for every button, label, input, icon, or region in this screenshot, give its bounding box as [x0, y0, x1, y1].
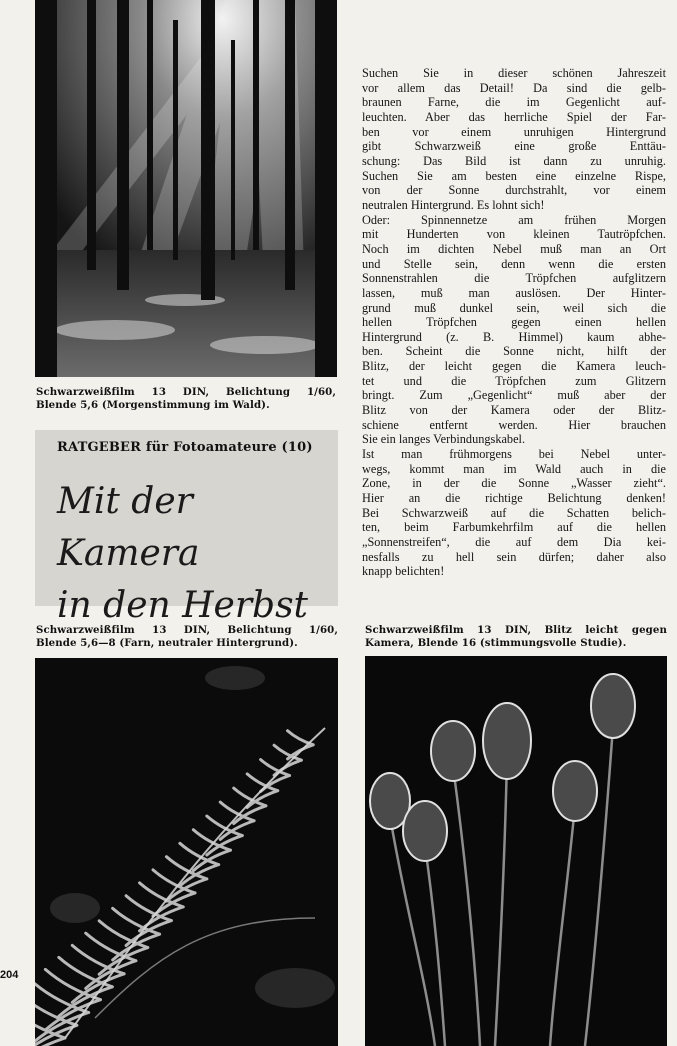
body-line: und Stelle sein, denn wenn die ersten	[362, 256, 666, 271]
body-line: braunen Farne, die im Gegenlicht auf-	[362, 95, 666, 110]
body-line: ten, beim Farbumkehrfilm auf die hellen	[362, 520, 666, 535]
body-line: Noch im dichten Nebel muß man an Ort	[362, 241, 666, 256]
body-line: grund muß dunkel sein, weil sich die	[362, 300, 666, 315]
page-number: 204	[0, 969, 19, 981]
body-line: Suchen Sie in dieser schönen Jahreszeit	[362, 66, 666, 80]
body-line: „Sonnenstreifen“, die auf dem Dia kei-	[362, 535, 666, 549]
caption-line: Blende 5,6—8 (Farn, neutraler Hintergrund).	[36, 636, 298, 649]
teasel-head	[403, 801, 447, 861]
headline-line: in den Herbst	[57, 585, 309, 626]
body-line: neutralen Hintergrund. Es lohnt sich!	[362, 197, 545, 212]
body-line: Ist man frühmorgens bei Nebel unter-	[362, 447, 666, 462]
body-line: knapp belichten!	[362, 564, 445, 579]
body-line: ben. Scheint die Sonne nicht, hilft der	[362, 344, 666, 359]
teasel-head	[431, 721, 475, 781]
body-line: bringt. Zum „Gegenlicht“ muß aber der	[362, 388, 666, 403]
article-headline	[57, 476, 338, 632]
body-line: tet und die Tröpfchen zum Glitzern	[362, 373, 666, 388]
article-body	[362, 66, 666, 579]
body-line: schiene entfernt werden. Hier brauchen	[362, 417, 666, 432]
teasel-photo	[365, 656, 667, 1046]
body-line: lassen, muß man auslösen. Der Hinter-	[362, 285, 666, 300]
article-title-box	[35, 430, 338, 626]
body-line: Sie ein langes Verbindungskabel.	[362, 432, 526, 447]
body-line: gibt Schwarzweiß eine große Enttäu-	[362, 139, 666, 154]
body-line: von der Sonne durchstrahlt, vor einem	[362, 183, 666, 198]
body-line: schung: Das Bild ist dann zu unruhig.	[362, 153, 666, 168]
forest-photo-caption	[36, 386, 336, 411]
body-line: Zone, in der die Sonne „Wasser zieht“.	[362, 476, 666, 491]
teasel-photo-caption	[365, 624, 667, 649]
body-line: leuchten. Aber das herrliche Spiel der Far-	[362, 109, 666, 124]
body-line: Blitz von der Kamera oder der Blitz-	[362, 403, 666, 418]
teasel-head	[483, 703, 531, 779]
series-label: RATGEBER für Fotoamateure (10)	[57, 440, 313, 455]
body-line: Blitz, der leicht gegen die Kamera leuch-	[362, 359, 666, 374]
fern-photo-caption	[36, 624, 338, 649]
caption-line: Kamera, Blende 16 (stimmungsvolle Studie).	[365, 636, 627, 649]
teasel-head	[553, 761, 597, 821]
body-line: hellen Tröpfchen gegen einen hellen	[362, 315, 666, 330]
body-line: ben vor einem unruhigen Hintergrund	[362, 124, 666, 139]
fern-photo	[35, 658, 338, 1046]
body-line: nesfalls zu hell sein dürfen; daher also	[362, 549, 666, 564]
body-line: mit Hunderten von kleinen Tautröpfchen.	[362, 227, 666, 242]
body-line: Bei Schwarzweiß auf die Schatten belich-	[362, 505, 666, 520]
caption-line: Schwarzweißfilm 13 DIN, Belichtung 1/60,	[36, 386, 336, 398]
headline-line: Mit der Kamera	[57, 481, 200, 574]
forest-photo	[35, 0, 337, 377]
teasel-head	[591, 674, 635, 738]
caption-line: Blende 5,6 (Morgenstimmung im Wald).	[36, 398, 270, 411]
body-line: wegs, kommt man im Wald auch in die	[362, 461, 666, 476]
body-line: vor allem das Detail! Da sind die gelb-	[362, 80, 666, 95]
body-line: Hintergrund (z. B. Himmel) kaum abhe-	[362, 329, 666, 344]
caption-line: Schwarzweißfilm 13 DIN, Belichtung 1/60,	[36, 624, 338, 636]
body-line: Suchen Sie am besten eine einzelne Rispe,	[362, 168, 666, 183]
caption-line: Schwarzweißfilm 13 DIN, Blitz leicht gegen	[365, 624, 667, 636]
body-line: Sonnenstrahlen die Tröpfchen aufglitzern	[362, 271, 666, 286]
body-line: Hier an die richtige Belichtung denken!	[362, 491, 666, 506]
body-line: Oder: Spinnennetze am frühen Morgen	[362, 212, 666, 227]
